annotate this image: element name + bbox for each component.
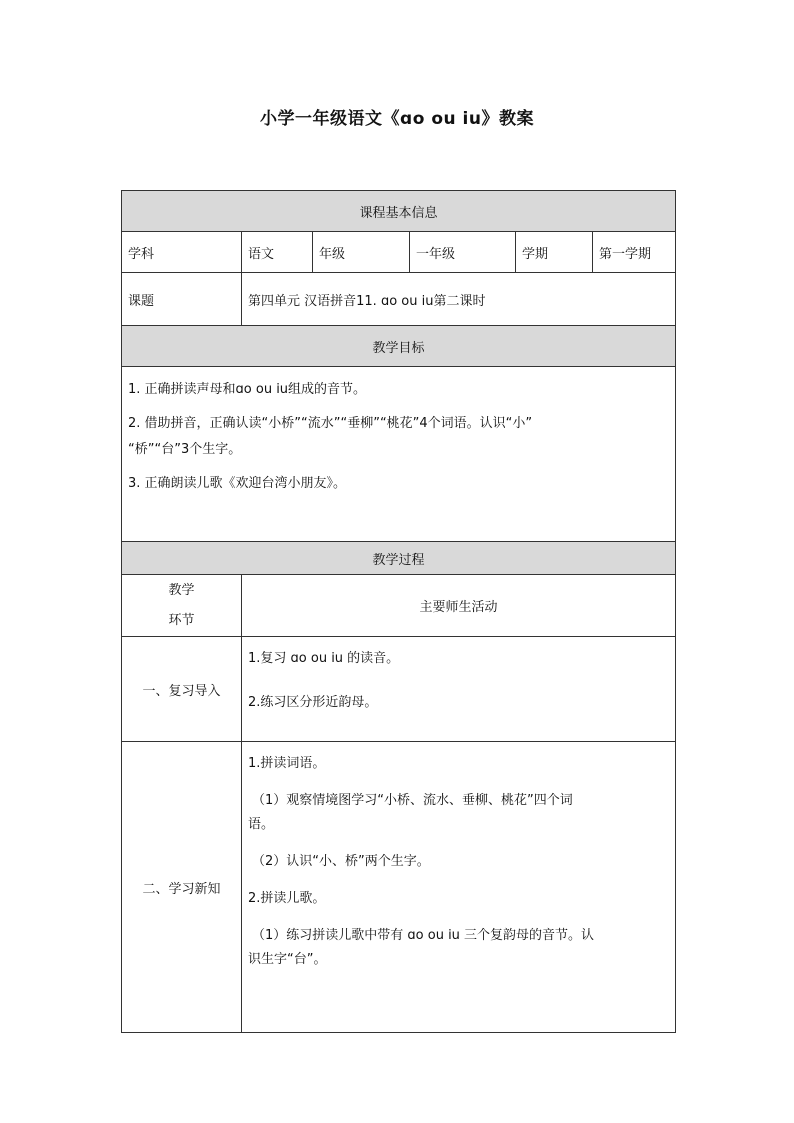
- stage-learn-row: [122, 742, 676, 1033]
- process-column-header-row: [122, 575, 676, 637]
- activity-item-continued: 语。: [248, 817, 275, 832]
- stage-learn-name: 二、学习新知: [122, 742, 242, 1033]
- activity-item: 2.练习区分形近韵母。: [248, 695, 378, 710]
- activity-item: （1）练习拼读儿歌中带有 ɑo ou iu 三个复韵母的音节。认: [252, 928, 595, 943]
- stage-review-row: [122, 637, 676, 742]
- goal-item-3: 3. 正确朗读儿歌《欢迎台湾小朋友》。: [128, 476, 347, 491]
- term-value: 第一学期: [593, 232, 676, 273]
- goals-list: [122, 367, 676, 542]
- activity-item: 1.复习 ɑo ou iu 的读音。: [248, 651, 400, 666]
- stage-column-header: [122, 575, 242, 637]
- subject-label: 学科: [122, 232, 242, 273]
- activity-item-continued: 识生字“台”。: [248, 952, 327, 967]
- basic-info-header: 课程基本信息: [122, 191, 676, 232]
- basic-info-row: [122, 232, 676, 273]
- goal-item-2: 2. 借助拼音，正确认读“小桥”“流水”“垂柳”“桃花”4个词语。认识“小”: [128, 416, 533, 431]
- process-header: 教学过程: [122, 542, 676, 575]
- activity-item: （2）认识“小、桥”两个生字。: [252, 854, 430, 869]
- document-title: 小学一年级语文《ɑo ou iu》教案: [260, 109, 534, 129]
- stage-header-line2: 环节: [168, 612, 195, 628]
- activity-column-header: 主要师生活动: [242, 575, 676, 637]
- goals-header-row: [122, 326, 676, 367]
- subject-value: 语文: [242, 232, 313, 273]
- goal-item-2-continued: “桥”“台”3个生字。: [128, 442, 242, 457]
- stage-review-activities: [242, 637, 676, 742]
- process-header-row: [122, 542, 676, 575]
- activity-item: 1.拼读词语。: [248, 756, 326, 771]
- term-label: 学期: [516, 232, 593, 273]
- stage-header-line1: 教学: [168, 582, 195, 598]
- topic-value: 第四单元 汉语拼音11. ɑo ou iu第二课时: [242, 273, 676, 326]
- goals-header: 教学目标: [122, 326, 676, 367]
- stage-review-name: 一、复习导入: [122, 637, 242, 742]
- grade-label: 年级: [313, 232, 410, 273]
- topic-row: [122, 273, 676, 326]
- lesson-plan-table: [121, 190, 676, 1033]
- activity-item: 2.拼读儿歌。: [248, 891, 326, 906]
- topic-label: 课题: [122, 273, 242, 326]
- stage-learn-activities: [242, 742, 676, 1033]
- basic-info-header-row: [122, 191, 676, 232]
- goals-row: [122, 367, 676, 542]
- grade-value: 一年级: [410, 232, 516, 273]
- goal-item-1: 1. 正确拼读声母和ɑo ou iu组成的音节。: [128, 382, 367, 397]
- activity-item: （1）观察情境图学习“小桥、流水、垂柳、桃花”四个词: [252, 793, 573, 808]
